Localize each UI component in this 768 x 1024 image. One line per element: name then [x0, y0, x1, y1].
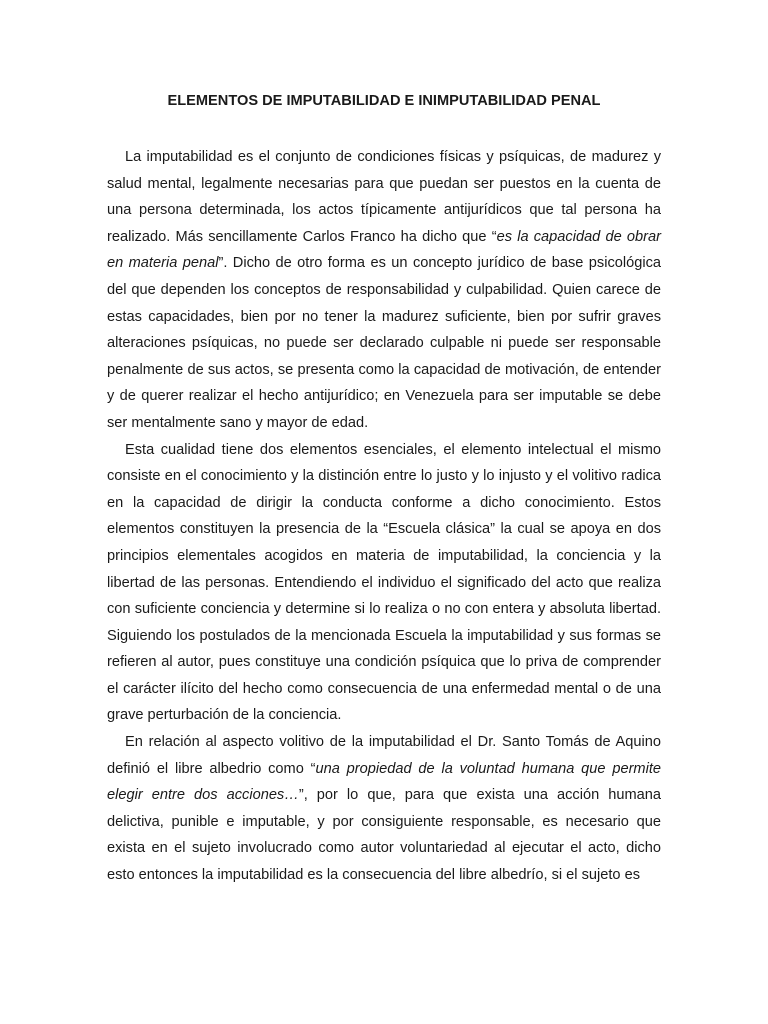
paragraph-3-text-b: ”, por lo que, para que exista una acción humana delictiva, punible e imputable, y por consiguiente responsable, es necesario que exista en el sujeto involucrado como autor voluntariedad al ejecutar el acto, dicho esto entonces la imputabilidad es la consecuencia del libre albedrío, si el sujeto es [107, 787, 661, 884]
paragraph-1 [107, 144, 661, 437]
paragraph-2: Esta cualidad tiene dos elementos esenciales, el elemento intelectual el mismo consiste en el conocimiento y la distinción entre lo justo y lo injusto y el volitivo radica en la capacidad de dirigir la conducta conforme a dicho conocimiento. Estos elementos constituyen la presencia de la “Escuela clásica” la cual se apoya en dos principios elementales acogidos en materia de imputabilidad, la conciencia y la libertad de las personas. Entendiendo el individuo el significado del acto que realiza con suficiente conciencia y determine si lo realiza o no con entera y absoluta libertad. Siguiendo los postulados de la mencionada Escuela la imputabilidad y sus formas se refieren al autor, pues constituye una condición psíquica que lo priva de comprender el carácter ilícito del hecho como consecuencia de una enfermedad mental o de una grave perturbación de la conciencia. [107, 441, 661, 724]
document-body [107, 144, 661, 889]
paragraph-1-text-b: ”. Dicho de otro forma es un concepto jurídico de base psicológica del que dependen los conceptos de responsabilidad y culpabilidad. Quien carece de estas capacidades, bien por no tener la madurez suficiente, bien por sufrir graves alteraciones psíquicas, no puede ser declarado culpable ni puede ser responsable penalmente de sus actos, se presenta como la capacidad de motivación, de entender y de querer realizar el hecho antijurídico; en Venezuela para ser imputable se debe ser mentalmente sano y mayor de edad. [107, 255, 661, 431]
paragraph-1-text-a: La imputabilidad es el conjunto de condiciones físicas y psíquicas, de madurez y salud mental, legalmente necesarias para que puedan ser puestos en la cuenta de una persona determinada, los actos típicamente antijurídicos que tal persona ha realizado. Más sencillamente Carlos Franco ha dicho que “ [107, 149, 661, 245]
paragraph-3-quote: una propiedad de la voluntad humana que permite elegir entre dos acciones… [107, 760, 661, 804]
paragraph-3-text-a: En relación al aspecto volitivo de la imputabilidad el Dr. Santo Tomás de Aquino definió el libre albedrio como “ [107, 734, 661, 777]
document-title: ELEMENTOS DE IMPUTABILIDAD E INIMPUTABILIDAD PENAL [167, 93, 601, 109]
paragraph-3 [107, 729, 661, 889]
paragraph-1-quote: es la capacidad de obrar en materia penal [107, 228, 661, 272]
